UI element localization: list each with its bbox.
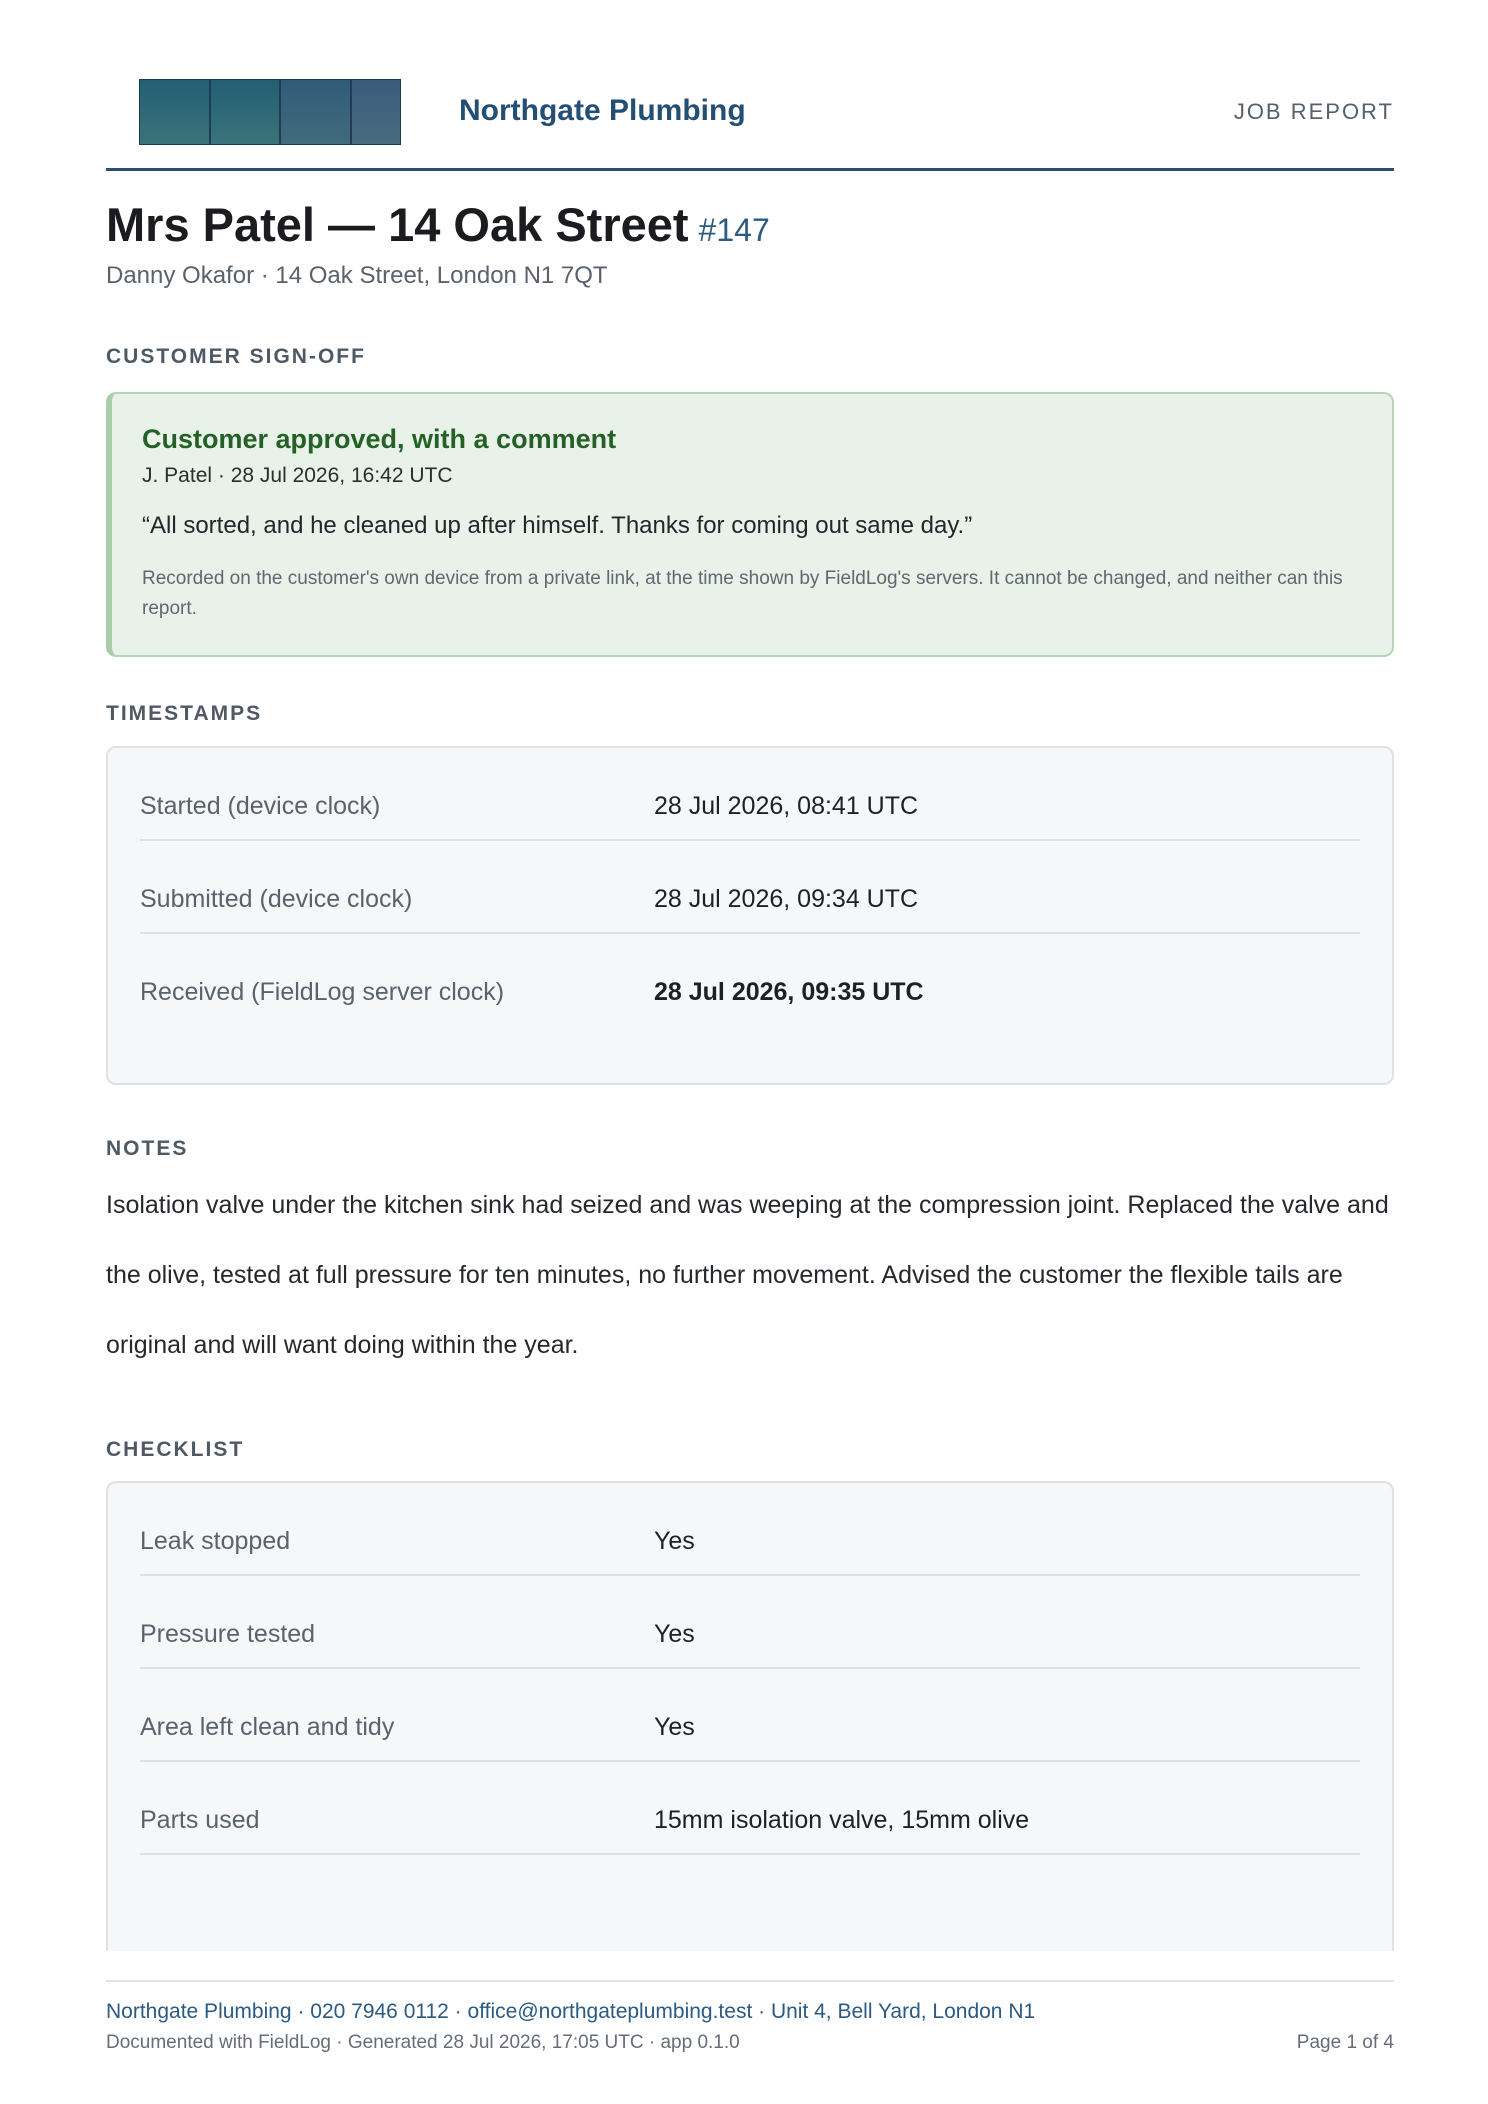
checklist-row — [140, 1483, 1360, 1576]
logo-segment — [211, 80, 282, 144]
checklist-row — [140, 1669, 1360, 1762]
timestamp-value: 28 Jul 2026, 08:41 UTC — [654, 792, 919, 820]
logo-segment — [140, 80, 211, 144]
signoff-meta: J. Patel · 28 Jul 2026, 16:42 UTC — [142, 464, 453, 487]
page-number: Page 1 of 4 — [1296, 2032, 1394, 2053]
logo-segment — [352, 80, 400, 144]
checklist-card — [106, 1481, 1394, 1951]
page-footer — [106, 1980, 1394, 2053]
job-report-page — [106, 0, 1394, 2053]
page-title: Mrs Patel — 14 Oak Street — [106, 198, 689, 251]
checklist-row — [140, 1762, 1360, 1855]
checklist-value: Yes — [654, 1527, 695, 1555]
timestamp-value: 28 Jul 2026, 09:35 UTC — [654, 978, 924, 1006]
signoff-card — [106, 392, 1394, 657]
timestamp-label: Started (device clock) — [140, 792, 381, 820]
checklist-heading: CHECKLIST — [106, 1438, 245, 1461]
checklist-label: Pressure tested — [140, 1620, 316, 1648]
report-subtitle: Danny Okafor · 14 Oak Street, London N1 7QT — [106, 262, 608, 289]
checklist-row — [140, 1576, 1360, 1669]
job-number: #147 — [698, 212, 770, 248]
timestamp-row — [140, 841, 1360, 934]
signoff-heading: CUSTOMER SIGN-OFF — [106, 345, 366, 368]
customer-comment: “All sorted, and he cleaned up after himself. Thanks for coming out same day.” — [142, 512, 973, 539]
signoff-status: Customer approved, with a comment — [142, 424, 617, 454]
signoff-disclaimer: Recorded on the customer's own device from a private link, at the time shown by FieldLog's servers. It cannot be changed, and neither can this report. — [142, 568, 1343, 619]
footer-contact: Northgate Plumbing · 020 7946 0112 · office@northgateplumbing.test · Unit 4, Bell Yard, London N1 — [106, 2000, 1036, 2023]
footer-generated: Documented with FieldLog · Generated 28 Jul 2026, 17:05 UTC · app 0.1.0 — [106, 2032, 740, 2053]
checklist-value: Yes — [654, 1713, 695, 1741]
notes-text: Isolation valve under the kitchen sink had seized and was weeping at the compression joint. Replaced the valve and the olive, tested at full pressure for ten minutes, no further movement. Advised the customer the flexible tails are original and will want doing within the year. — [106, 1191, 1389, 1359]
company-name: Northgate Plumbing — [459, 94, 746, 127]
report-header — [106, 0, 1394, 171]
timestamps-card — [106, 746, 1394, 1085]
checklist-value: Yes — [654, 1620, 695, 1648]
checklist-label: Parts used — [140, 1806, 260, 1834]
timestamp-label: Received (FieldLog server clock) — [140, 978, 505, 1006]
document-type: JOB REPORT — [1233, 99, 1394, 124]
checklist-value: 15mm isolation valve, 15mm olive — [654, 1806, 1030, 1834]
company-logo — [139, 79, 401, 145]
timestamp-row — [140, 934, 1360, 1027]
notes-heading: NOTES — [106, 1137, 189, 1160]
checklist-label: Leak stopped — [140, 1527, 291, 1555]
timestamp-row — [140, 748, 1360, 841]
report-title-row — [106, 197, 770, 252]
checklist-label: Area left clean and tidy — [140, 1713, 395, 1741]
logo-segment — [281, 80, 352, 144]
timestamp-label: Submitted (device clock) — [140, 885, 413, 913]
timestamps-heading: TIMESTAMPS — [106, 702, 263, 725]
timestamp-value: 28 Jul 2026, 09:34 UTC — [654, 885, 919, 913]
